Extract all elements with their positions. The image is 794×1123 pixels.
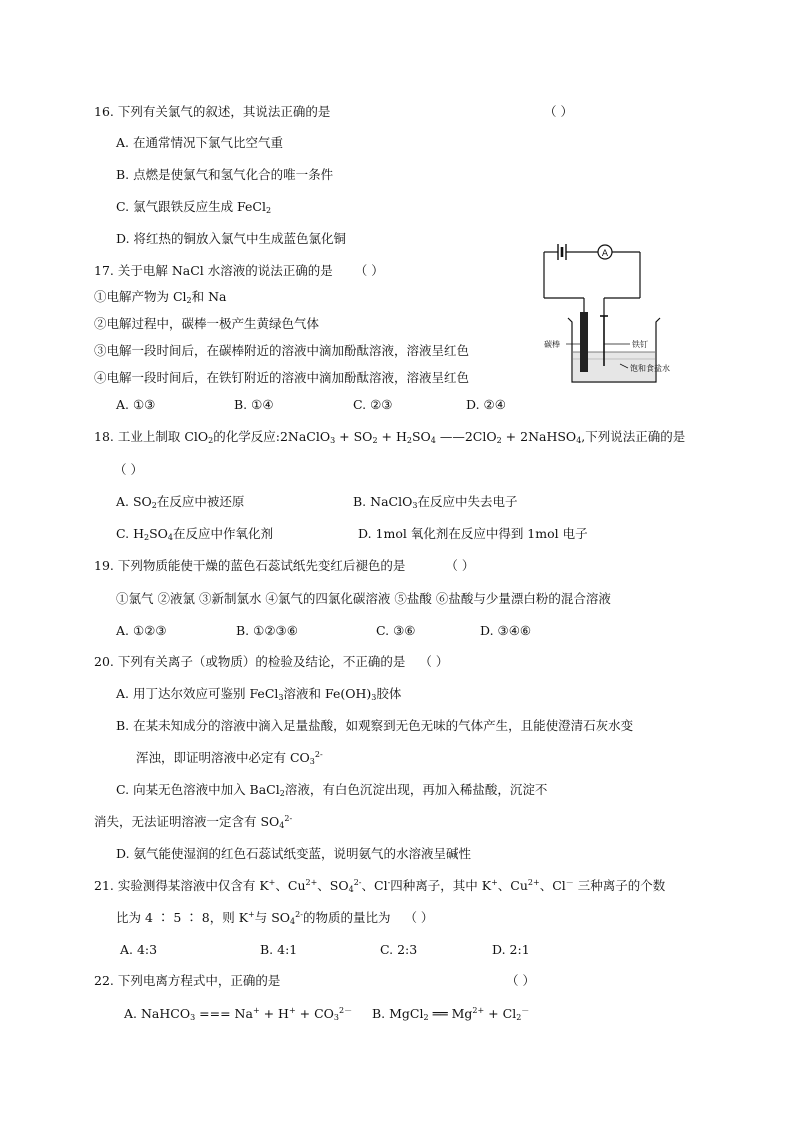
q17-statement-1: ①电解产物为 $Cl_2$和 Na (94, 289, 227, 305)
q18-answer-paren: （ ） (114, 462, 143, 477)
iron-nail-label: 铁钉 (632, 340, 648, 349)
q16-answer-paren: （ ） (544, 104, 573, 119)
ammeter-icon (598, 245, 612, 259)
svg-text:A: A (601, 249, 609, 259)
q19-option-b: B. ①②③⑥ (236, 623, 298, 638)
q21-option-b: B. 4:1 (260, 942, 298, 957)
q21-stem-line1: 21. 实验测得某溶液中仅含有 K+、$Cu^{2+}$、$SO_4^{2-}$、Cl-四种离子，其中 K+、$Cu^{2+}$、Cl－ 三种离子的个数 (94, 878, 666, 894)
carbon-rod (580, 312, 588, 372)
q21-option-c: C. 2:3 (380, 942, 418, 957)
q20-option-b-line2: 浑浊，即证明溶液中必定有 $CO_3^{2-}$ (136, 750, 323, 766)
q16-option-d: D. 将红热的铜放入氯气中生成蓝色氯化铜 (116, 231, 347, 246)
q21-option-d: D. 2:1 (492, 942, 530, 957)
q18-stem: 18. 工业上制取 ClO$_2$的化学反应:2NaClO$_3$ + $SO_2 + H_2SO_4$ ——2ClO$_2$ + 2NaHSO$_4$,下列说法正确的是 (94, 429, 686, 445)
q17-statement-2: ②电解过程中，碳棒一极产生黄绿色气体 (94, 316, 320, 331)
q19-option-a: A. ①②③ (116, 623, 167, 638)
q19-items: ①氯气 ②液氯 ③新制氯水 ④氯气的四氯化碳溶液 ⑤盐酸 ⑥盐酸与少量漂白粉的混合溶液 (116, 591, 611, 606)
q20-option-a: A. 用丁达尔效应可鉴别 FeCl$_3$溶液和 $Fe(OH)_3$胶体 (116, 686, 402, 702)
q16-option-a: A. 在通常情况下氯气比空气重 (116, 135, 283, 150)
q20-option-c-line1: C. 向某无色溶液中加入 BaCl$_2$溶液，有白色沉淀出现，再加入稀盐酸，沉淀不 (116, 782, 548, 798)
q18-option-d: D. 1mol 氧化剂在反应中得到 1mol 电子 (358, 526, 588, 541)
q22-option-a: A. NaHCO$_3$ === $Na^+ + H^+ + CO_3^{2-}$ (124, 1006, 353, 1022)
q16-option-c: C. 氯气跟铁反应生成 FeCl$_2$ (116, 199, 272, 215)
q17-option-b: B. ①④ (234, 397, 274, 412)
q18-option-a: A. $SO_2$在反应中被还原 (116, 494, 245, 510)
q16-option-b: B. 点燃是使氯气和氢气化合的唯一条件 (116, 167, 334, 182)
q17-option-a: A. ①③ (116, 397, 156, 412)
solution-label: 饱和食盐水 (630, 364, 670, 373)
q19-stem: 19. 下列物质能使干燥的蓝色石蕊试纸先变红后褪色的是 （ ） (94, 558, 475, 573)
q22-option-b: B. MgCl$_2$ ══ $Mg^{2+} + Cl_2^-$ (372, 1006, 530, 1022)
q19-option-c: C. ③⑥ (376, 623, 416, 638)
electrolysis-diagram (540, 236, 690, 386)
q16-stem: 16. 下列有关氯气的叙述，其说法正确的是 (94, 104, 331, 119)
q20-stem: 20. 下列有关离子（或物质）的检验及结论，不正确的是 （ ） (94, 654, 449, 669)
q18-option-b: B. NaClO$_3$在反应中失去电子 (353, 494, 518, 510)
battery-icon (558, 244, 566, 260)
q17-option-c: C. ②③ (353, 397, 393, 412)
q17-statement-4: ④电解一段时间后，在铁钉附近的溶液中滴加酚酞溶液，溶液呈红色 (94, 370, 470, 385)
q17-statement-3: ③电解一段时间后，在碳棒附近的溶液中滴加酚酞溶液，溶液呈红色 (94, 343, 470, 358)
q20-option-b-line1: B. 在某未知成分的溶液中滴入足量盐酸，如观察到无色无味的气体产生，且能使澄清石灰水变 (116, 718, 634, 733)
carbon-rod-label: 碳棒 (544, 340, 560, 349)
q20-option-c-line2: 消失，无法证明溶液一定含有 $SO_4^{2-}$ (94, 814, 293, 830)
q22-stem: 22. 下列电离方程式中，正确的是 (94, 973, 281, 988)
q21-option-a: A. 4:3 (120, 942, 158, 957)
q22-answer-paren: （ ） (506, 973, 535, 988)
q17-option-d: D. ②④ (466, 397, 506, 412)
q21-stem-line2: 比为 4 ∶ 5 ∶ 8，则 K+与 $SO_4^{2-}$的物质的量比为 （ ） (116, 910, 434, 926)
q20-option-d: D. 氨气能使湿润的红色石蕊试纸变蓝，说明氨气的水溶液呈碱性 (116, 846, 472, 861)
q17-stem: 17. 关于电解 NaCl 水溶液的说法正确的是 （ ） (94, 263, 384, 278)
q18-option-c: C. $H_2SO_4$在反应中作氧化剂 (116, 526, 273, 542)
q19-option-d: D. ③④⑥ (480, 623, 532, 638)
